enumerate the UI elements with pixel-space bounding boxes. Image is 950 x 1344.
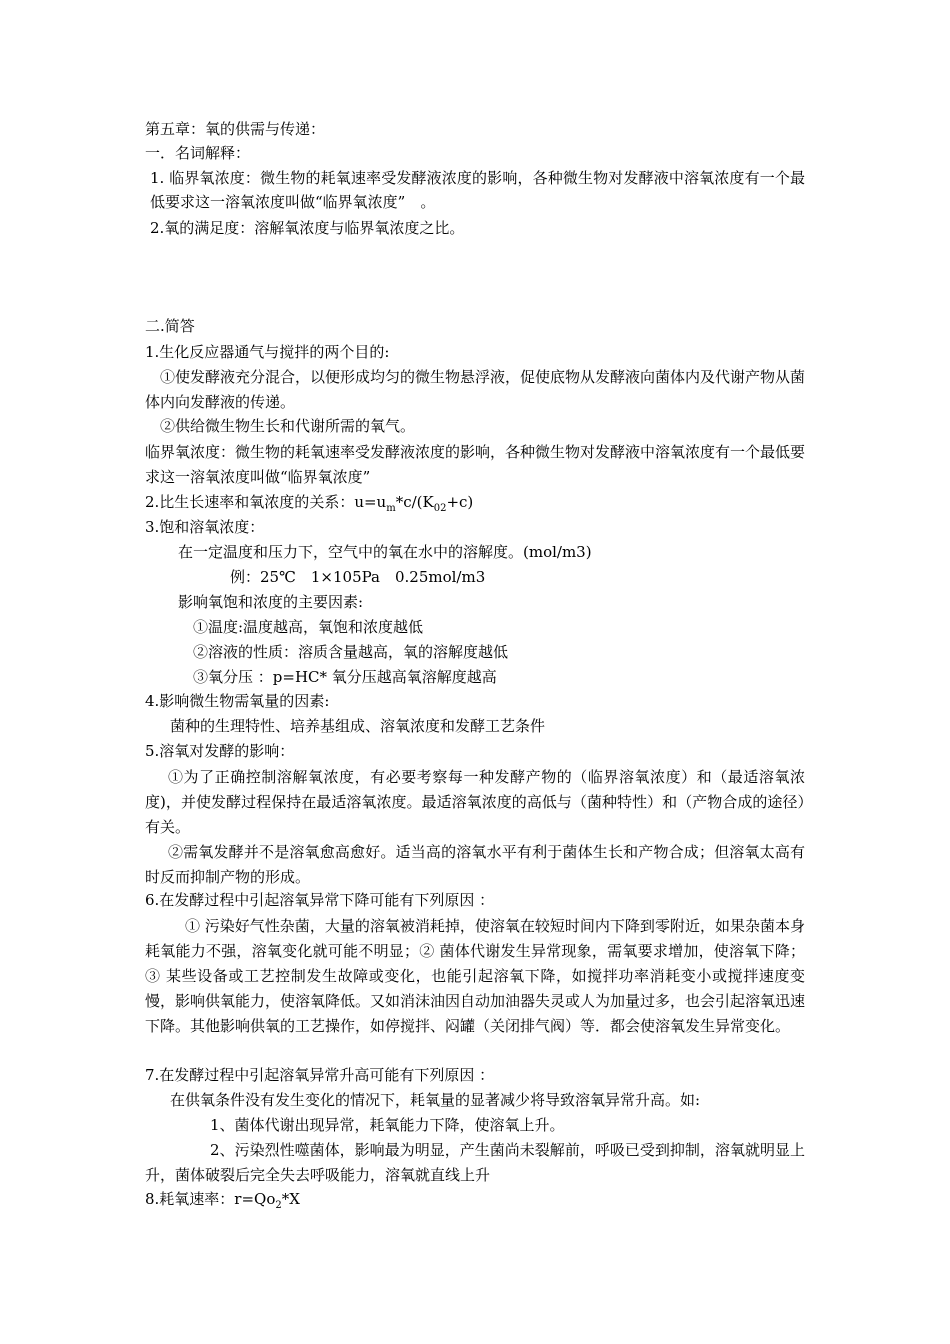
q1-title: 1.生化反应器通气与搅拌的两个目的: (145, 343, 390, 361)
q2-formula: 2.比生长速率和氧浓度的关系：$u=u_m*c/(K_{02}+c)$ (145, 493, 474, 514)
q6-title: 6.在发酵过程中引起溶氧异常下降可能有下列原因 ： (145, 891, 495, 909)
q3-factors-title: 影响氧饱和浓度的主要因素: (178, 593, 364, 611)
q7-point1: 1、菌体代谢出现异常，耗氧能力下降，使溶氧上升。 (210, 1116, 565, 1134)
q4-title: 4.影响微生物需氧量的因素: (145, 692, 330, 710)
q7-point2: 2、污染烈性噬菌体，影响最为明显，产生菌尚未裂解前，呼吸已受到抑制，溶氧就明显上升，菌体破裂后完全失去呼吸能力，溶氧就直线上升 (145, 1141, 805, 1184)
q7-intro: 在供氧条件没有发生变化的情况下，耗氧量的显著减少将导致溶氧异常升高。如: (170, 1091, 701, 1109)
q5-title: 5.溶氧对发酵的影响： (145, 742, 295, 760)
q6-answer: ① 污染好气性杂菌，大量的溶氧被消耗掉，使溶氧在较短时间内下降到零附近，如果杂菌本身耗氧能力不强，溶氧变化就可能不明显；② 菌体代谢发生异常现象，需氧要求增加，使溶氧下降；③ 某些设备或工艺控制发生故障或变化，也能引起溶氧下降，如搅拌功率消耗变小或搅拌速度变慢，影响供氧能力，使溶氧降低。又如消沫油因自动加油器失灵或人为加量过多，也会引起溶氧迅速下降。其他影响供氧的工艺操作，如停搅拌、闷罐（关闭排气阀）等．都会使溶氧发生异常变化。 (145, 917, 806, 1035)
chapter-title: 第五章：氧的供需与传递： (145, 120, 326, 138)
q3-factor-solution: ②溶液的性质：溶质含量越高，氧的溶解度越低 (193, 643, 509, 661)
q1-point2: ②供给微生物生长和代谢所需的氧气。 (160, 417, 416, 435)
q7-title: 7.在发酵过程中引起溶氧异常升高可能有下列原因 ： (145, 1066, 495, 1084)
q3-definition: 在一定温度和压力下，空气中的氧在水中的溶解度。(mol/m3) (178, 543, 592, 561)
q1-point1: ①使发酵液充分混合，以便形成均匀的微生物悬浮液，促使底物从发酵液向菌体内及代谢产物从菌体内向发酵液的传递。 (145, 368, 806, 411)
q4-answer: 菌种的生理特性、培养基组成、溶氧浓度和发酵工艺条件 (170, 717, 546, 735)
q8-formula: 8.耗氧速率：$r=Qo_2*X$ (145, 1190, 300, 1211)
q3-factor-temperature: ①温度:温度越高，氧饱和浓度越低 (193, 618, 424, 636)
q5-point2: ②需氧发酵并不是溶氧愈高愈好。适当高的溶氧水平有利于菌体生长和产物合成；但溶氧太高有时反而抑制产物的形成。 (145, 843, 805, 886)
section1-title: 一．名词解释： (145, 144, 251, 162)
q1-critical-oxygen: 临界氧浓度：微生物的耗氧速率受发酵液浓度的影响，各种微生物对发酵液中溶氧浓度有一个最低要求这一溶氧浓度叫做“临界氧浓度” (145, 443, 806, 486)
q5-point1: ①为了正确控制溶解氧浓度，有必要考察每一种发酵产物的（临界溶氧浓度）和（最适溶氧浓度)，并使发酵过程保持在最适溶氧浓度。最适溶氧浓度的高低与（菌种特性）和（产物合成的途径）有关。 (145, 768, 805, 836)
q3-factor-pressure: ③氧分压 ：p=HC* 氧分压越高氧溶解度越高 (193, 668, 497, 686)
term-oxygen-satisfaction: 2.氧的满足度：溶解氧浓度与临界氧浓度之比。 (150, 219, 465, 237)
q3-title: 3.饱和溶氧浓度： (145, 518, 265, 536)
term-critical-oxygen: 1. 临界氧浓度：微生物的耗氧速率受发酵液浓度的影响，各种微生物对发酵液中溶氧浓度有一个最低要求这一溶氧浓度叫做“临界氧浓度” 。 (150, 169, 805, 211)
section2-title: 二.简答 (145, 317, 195, 335)
q3-example: 例：25℃ 1×105Pa 0.25mol/m3 (230, 568, 486, 586)
